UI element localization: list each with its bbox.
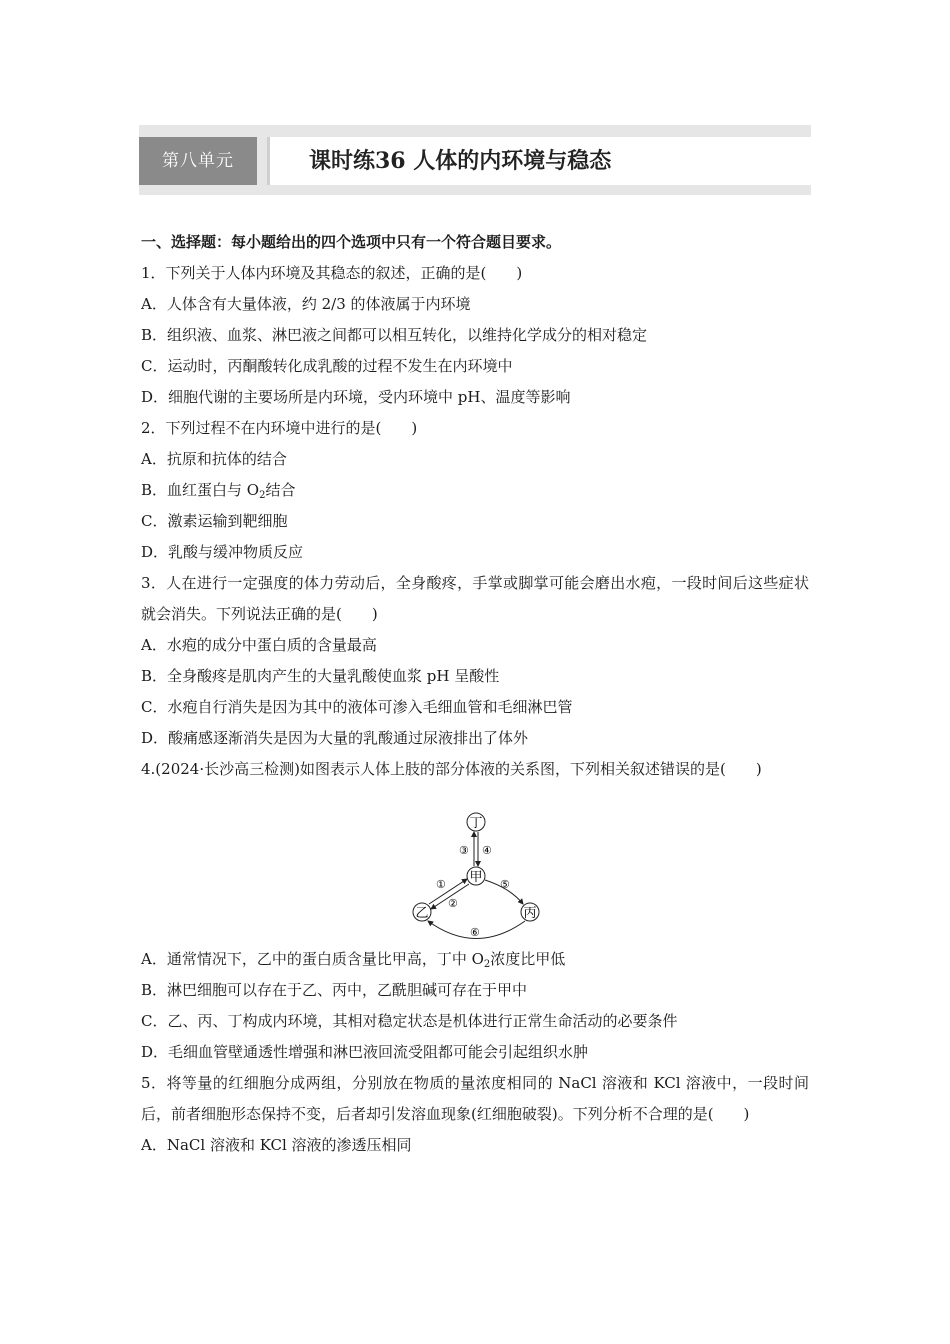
q3-option-b: B．全身酸疼是肌肉产生的大量乳酸使血浆 pH 呈酸性 — [141, 667, 500, 685]
unit-label: 第八单元 — [139, 137, 257, 185]
q3-option-a: A．水疱的成分中蛋白质的含量最高 — [141, 636, 377, 654]
unit-header — [139, 125, 811, 195]
q1-stem: 1．下列关于人体内环境及其稳态的叙述，正确的是( ) — [141, 264, 523, 282]
q2-option-b — [141, 475, 809, 506]
q2-option-c: C．激素运输到靶细胞 — [141, 512, 288, 530]
q4-stem: 4.(2024·长沙高三检测)如图表示人体上肢的部分体液的关系图，下列相关叙述错误的是( ) — [141, 760, 762, 778]
q4-option-d: D．毛细血管壁通透性增强和淋巴液回流受阻都可能会引起组织水肿 — [141, 1043, 589, 1061]
label-1: ① — [436, 878, 446, 891]
q3-option-c: C．水疱自行消失是因为其中的液体可渗入毛细血管和毛细淋巴管 — [141, 698, 573, 716]
label-2: ② — [448, 897, 458, 910]
page-title: 课时练36 人体的内环境与稳态 — [309, 148, 612, 174]
q4-option-a-text: A．通常情况下，乙中的蛋白质含量比甲高，丁中 O — [141, 950, 484, 968]
title-box — [267, 137, 811, 185]
q4-option-a — [141, 944, 809, 975]
q4-option-c: C．乙、丙、丁构成内环境，其相对稳定状态是机体进行正常生命活动的必要条件 — [141, 1012, 678, 1030]
q2-stem: 2．下列过程不在内环境中进行的是( ) — [141, 419, 418, 437]
q4-option-b: B．淋巴细胞可以存在于乙、丙中，乙酰胆碱可存在于甲中 — [141, 981, 528, 999]
q3-option-d: D．酸痛感逐渐消失是因为大量的乳酸通过尿液排出了体外 — [141, 729, 529, 747]
q4-option-a-subscript: 2 — [483, 959, 491, 970]
section-heading: 一、选择题：每小题给出的四个选项中只有一个符合题目要求。 — [141, 233, 562, 251]
question-content — [141, 227, 809, 1161]
q1-option-c: C．运动时，丙酮酸转化成乳酸的过程不发生在内环境中 — [141, 357, 513, 375]
body-fluid-diagram — [400, 808, 560, 948]
node-jia-label: 甲 — [469, 870, 483, 885]
q4-option-a-tail: 浓度比甲低 — [490, 950, 566, 968]
q2-option-d: D．乳酸与缓冲物质反应 — [141, 543, 304, 561]
q2-option-b-tail: 结合 — [265, 481, 296, 499]
node-bing-label: 丙 — [523, 906, 537, 921]
label-4: ④ — [482, 844, 492, 857]
q5-stem: 5．将等量的红细胞分成两组，分别放在物质的量浓度相同的 NaCl 溶液和 KCl 溶液中，一段时间后，前者细胞形态保持不变，后者却引发溶血现象(红细胞破裂)。下列分析不合理的是( ) — [141, 1074, 809, 1123]
label-3: ③ — [459, 844, 469, 857]
node-ding-label: 丁 — [469, 816, 483, 831]
q1-option-d: D．细胞代谢的主要场所是内环境，受内环境中 pH、温度等影响 — [141, 388, 571, 406]
q2-option-b-subscript: 2 — [259, 490, 266, 501]
label-6: ⑥ — [470, 926, 480, 939]
q3-stem: 3．人在进行一定强度的体力劳动后，全身酸疼，手掌或脚掌可能会磨出水疱，一段时间后这些症状就会消失。下列说法正确的是( ) — [141, 574, 809, 623]
node-yi-label: 乙 — [415, 906, 429, 921]
q1-option-a: A．人体含有大量体液，约 2/3 的体液属于内环境 — [141, 295, 471, 313]
q5-option-a: A．NaCl 溶液和 KCl 溶液的渗透压相同 — [141, 1136, 412, 1154]
label-5: ⑤ — [500, 878, 510, 891]
q1-option-b: B．组织液、血浆、淋巴液之间都可以相互转化，以维持化学成分的相对稳定 — [141, 326, 648, 344]
q2-option-a: A．抗原和抗体的结合 — [141, 450, 287, 468]
q2-option-b-text: B．血红蛋白与 O — [141, 481, 260, 499]
